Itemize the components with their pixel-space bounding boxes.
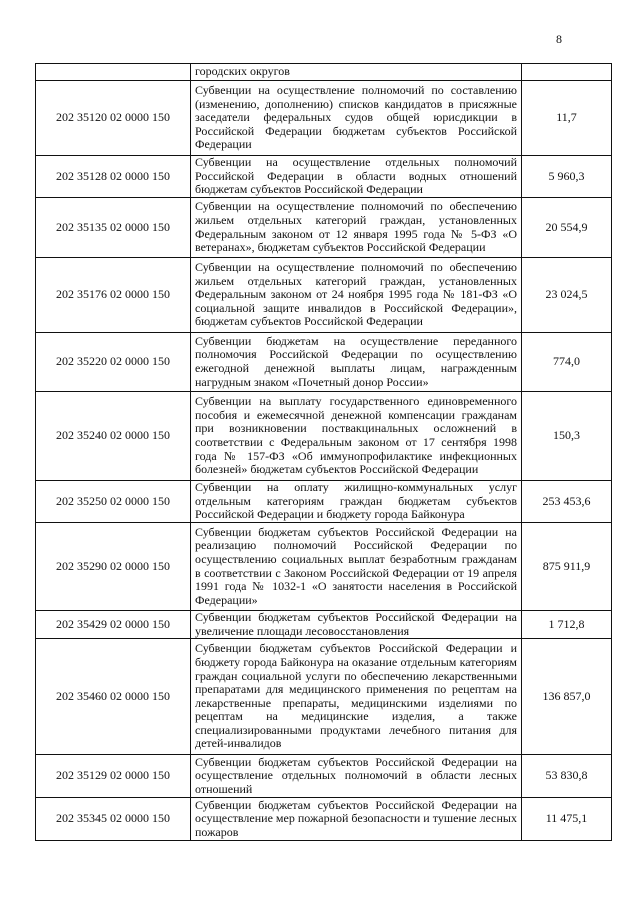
row-description: Субвенции бюджетам субъектов Российской Федерации на увеличение площади лесовосстановления [191,611,522,639]
row-code: 202 35120 02 0000 150 [36,81,191,156]
row-amount: 23 024,5 [522,258,612,333]
row-description: Субвенции бюджетам на осуществление переданного полномочия Российской Федерации по осуществлению ежегодной денежной выплаты лицам, награжденным нагрудным знаком «Почетный донор России» [191,333,522,392]
row-code: 202 35240 02 0000 150 [36,392,191,481]
row-amount: 11 475,1 [522,798,612,841]
row-amount: 11,7 [522,81,612,156]
row-description: Субвенции бюджетам субъектов Российской Федерации и бюджету города Байконура на оказание отдельным категориям граждан социальной услуги по обеспечению лекарственными препаратами для медицинского применения по рецептам на лекарственные препараты, медицинскими изделиями по рецептам на медицинские изделия, а также специализированными продуктами лечебного питания для детей-инвалидов [191,639,522,755]
row-amount: 136 857,0 [522,639,612,755]
row-code: 202 35135 02 0000 150 [36,198,191,258]
row-description: Субвенции на оплату жилищно-коммунальных услуг отдельным категориям граждан бюджетам субъектов Российской Федерации и бюджету города Байконура [191,481,522,523]
row-code-cell [36,64,191,81]
row-amount: 20 554,9 [522,198,612,258]
row-code: 202 35250 02 0000 150 [36,481,191,523]
row-code: 202 35220 02 0000 150 [36,333,191,392]
table-row [36,611,612,639]
page-number: 8 [556,32,562,46]
row-code: 202 35345 02 0000 150 [36,798,191,841]
table-row [36,798,612,841]
row-code: 202 35429 02 0000 150 [36,611,191,639]
table-row [36,755,612,798]
table-row [36,333,612,392]
row-amount: 1 712,8 [522,611,612,639]
table-row [36,481,612,523]
row-amount: 5 960,3 [522,156,612,198]
row-description: Субвенции на осуществление полномочий по обеспечению жильем отдельных категорий граждан, установленных Федеральным законом от 24 ноября 1995 года № 181-ФЗ «О социальной защите инвалидов в Российской Федерации», бюджетам субъектов Российской Федерации [191,258,522,333]
row-amount: 774,0 [522,333,612,392]
row-code: 202 35129 02 0000 150 [36,755,191,798]
table-row [36,639,612,755]
table-row-continuation [36,64,612,81]
table-row [36,523,612,611]
row-description: Субвенции на осуществление отдельных полномочий Российской Федерации в области водных отношений бюджетам субъектов Российской Федерации [191,156,522,198]
row-description: Субвенции на выплату государственного единовременного пособия и ежемесячной денежной компенсации гражданам при возникновении поствакцинальных осложнений в соответствии с Федеральным законом от 17 сентября 1998 года № 157-ФЗ «Об иммунопрофилактике инфекционных болезней» бюджетам субъектов Российской Федерации [191,392,522,481]
row-description: Субвенции на осуществление полномочий по составлению (изменению, дополнению) списков кандидатов в присяжные заседатели федеральных судов общей юрисдикции в Российской Федерации бюджетам субъектов Российской Федерации [191,81,522,156]
row-amount-cell [522,64,612,81]
table-row [36,81,612,156]
row-code: 202 35460 02 0000 150 [36,639,191,755]
row-code: 202 35290 02 0000 150 [36,523,191,611]
row-description: Субвенции бюджетам субъектов Российской Федерации на реализацию полномочий Российской Федерации по осуществлению социальных выплат безработным гражданам в соответствии с Законом Российской Федерации от 19 апреля 1991 года № 1032-1 «О занятости населения в Российской Федерации» [191,523,522,611]
table-row [36,258,612,333]
row-amount: 253 453,6 [522,481,612,523]
row-amount: 875 911,9 [522,523,612,611]
row-amount: 53 830,8 [522,755,612,798]
row-description: Субвенции бюджетам субъектов Российской Федерации на осуществление мер пожарной безопасности и тушение лесных пожаров [191,798,522,841]
row-description: Субвенции на осуществление полномочий по обеспечению жильем отдельных категорий граждан, установленных Федеральным законом от 12 января 1995 года № 5-ФЗ «О ветеранах», бюджетам субъектов Российской Федерации [191,198,522,258]
row-code: 202 35176 02 0000 150 [36,258,191,333]
table-row [36,392,612,481]
row-amount: 150,3 [522,392,612,481]
table-row [36,198,612,258]
budget-table [35,63,612,841]
table-row [36,156,612,198]
budget-table-body [36,64,612,841]
row-description: Субвенции бюджетам субъектов Российской Федерации на осуществление отдельных полномочий в области лесных отношений [191,755,522,798]
row-code: 202 35128 02 0000 150 [36,156,191,198]
row-description: городских округов [191,64,522,81]
